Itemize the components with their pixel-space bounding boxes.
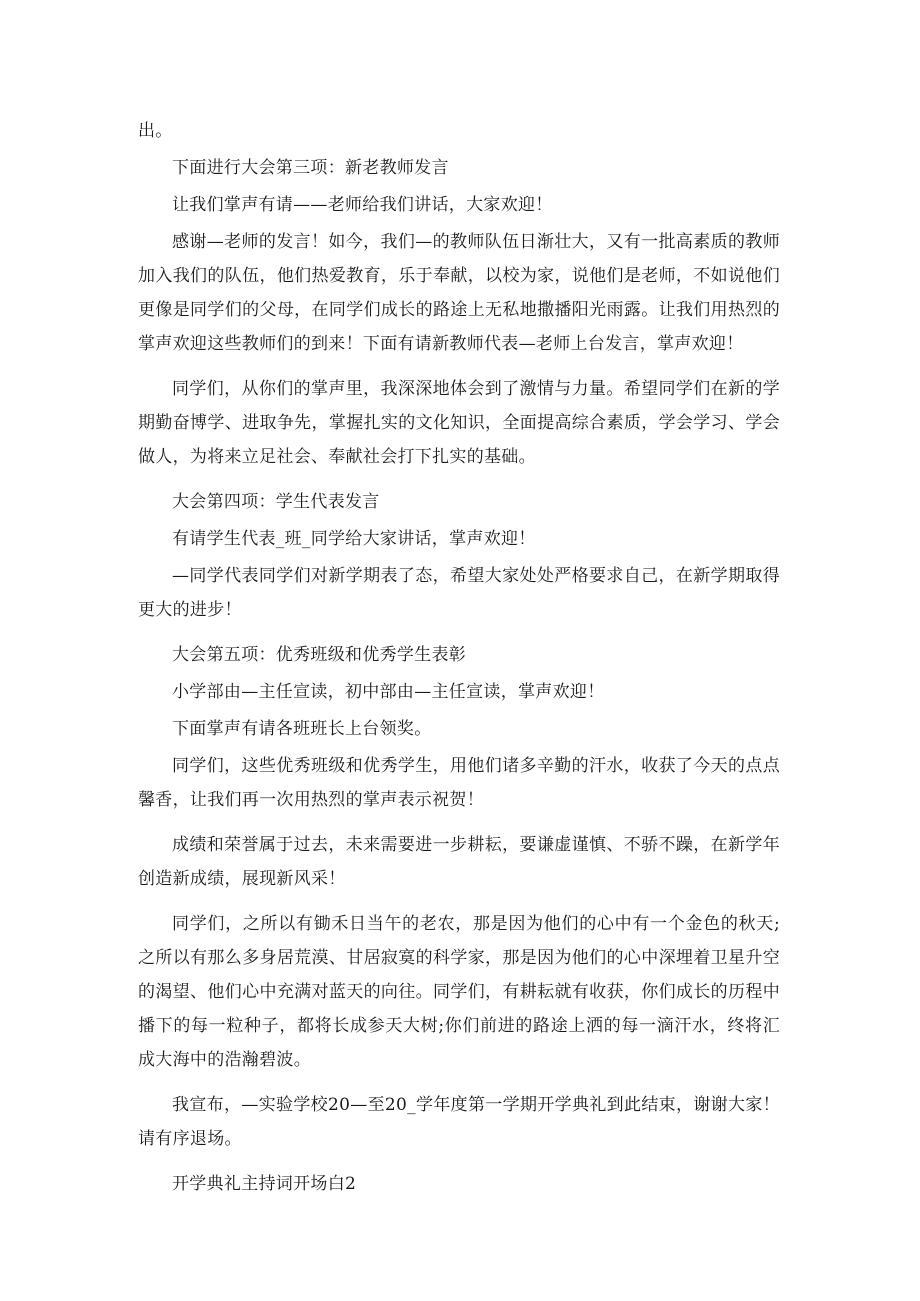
paragraph: 我宣布，—实验学校20—至20_学年度第一学期开学典礼到此结束，谢谢大家！请有序退场。 [138,1095,780,1149]
paragraph: 让我们掌声有请——老师给我们讲话，大家欢迎！ [172,195,553,215]
paragraph: 大会第五项：优秀班级和优秀学生表彰 [172,645,467,665]
paragraph: 小学部由—主任宣读，初中部由—主任宣读，掌声欢迎！ [172,682,605,702]
paragraph: 下面进行大会第三项：新老教师发言 [172,158,449,178]
paragraph: 开学典礼主持词开场白2 [172,1174,357,1194]
document-body [138,114,780,1212]
paragraph: 感谢—老师的发言！如今，我们—的教师队伍日渐壮大，又有一批高素质的教师加入我们的队伍，他们热爱教育，乐于奉献，以校为家，说他们是老师，不如说他们更像是同学们的父母，在同学们成长的路途上无私地撒播阳光雨露。让我们用热烈的掌声欢迎这些教师们的到来！下面有请新教师代表—老师上台发言，掌声欢迎！ [138,232,780,354]
paragraph: 同学们，之所以有锄禾日当午的老农，那是因为他们的心中有一个金色的秋天;之所以有那么多身居荒漠、甘居寂寞的科学家，那是因为他们的心中深埋着卫星升空的渴望、他们心中充满对蓝天的向往。同学们，有耕耘就有收获，你们成长的历程中播下的每一粒种子，都将长成参天大树;你们前进的路途上洒的每一滴汗水，终将汇成大海中的浩瀚碧波。 [138,914,780,1070]
paragraph: 同学们，这些优秀班级和优秀学生，用他们诸多辛勤的汗水，收获了今天的点点馨香，让我们再一次用热烈的掌声表示祝贺！ [138,756,780,810]
paragraph: 大会第四项：学生代表发言 [172,492,380,512]
paragraph: 同学们，从你们的掌声里，我深深地体会到了激情与力量。希望同学们在新的学期勤奋博学、进取争先，掌握扎实的文化知识，全面提高综合素质，学会学习、学会做人，为将来立足社会、奉献社会打下扎实的基础。 [138,379,780,467]
paragraph: 成绩和荣誉属于过去，未来需要进一步耕耘，要谦虚谨慎、不骄不躁，在新学年创造新成绩，展现新风采！ [138,835,780,889]
paragraph: 出。 [138,121,173,141]
paragraph: —同学代表同学们对新学期表了态，希望大家处处严格要求自己，在新学期取得更大的进步！ [138,566,780,620]
paragraph: 下面掌声有请各班班长上台领奖。 [172,719,432,739]
paragraph: 有请学生代表_班_同学给大家讲话，掌声欢迎！ [172,529,536,549]
